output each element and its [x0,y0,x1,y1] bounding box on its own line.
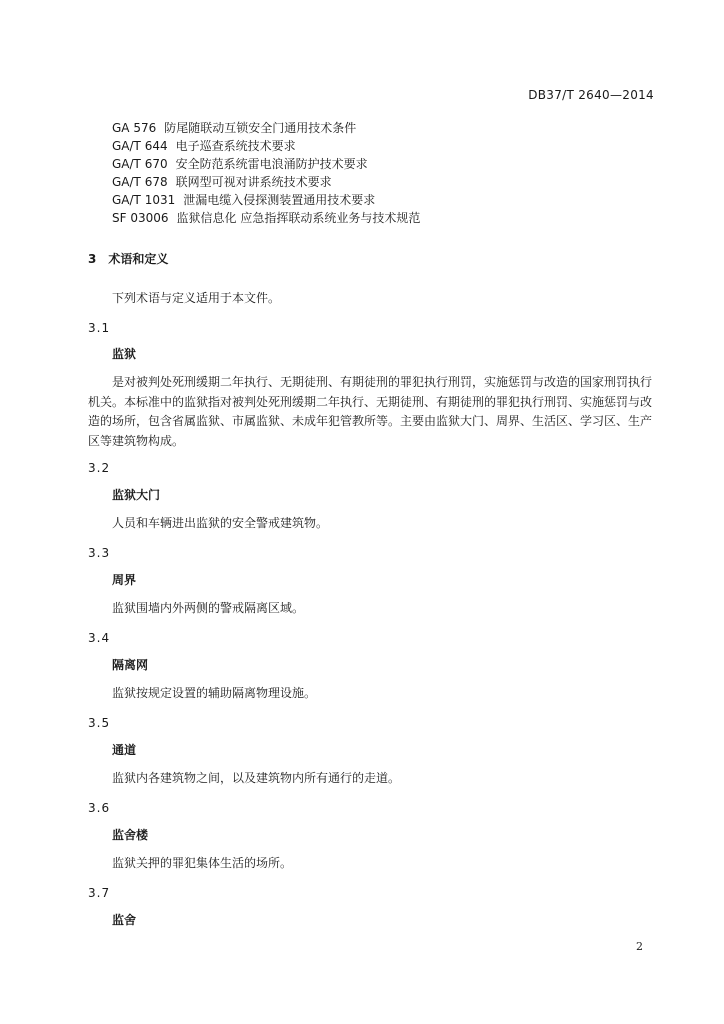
reference-title: 泄漏电缆入侵探测装置通用技术要求 [183,193,376,207]
term-name: 监舍楼 [112,828,149,842]
reference-code: SF 03006 [112,211,169,225]
term-name: 监狱 [112,347,137,361]
reference-code: GA/T 644 [112,139,168,153]
section-number: 3 [88,252,97,266]
term-definition: 是对被判处死刑缓期二年执行、无期徒刑、有期徒刑的罪犯执行刑罚，实施惩罚与改造的国家刑罚执行机关。本标准中的监狱指对被判处死刑缓期二年执行、无期徒刑、有期徒刑的罪犯执行刑罚、实施惩罚与改造的场所，包含省属监狱、市属监狱、未成年犯管教所等。主要由监狱大门、周界、生活区、学习区、生产区等建筑物构成。 [88,375,653,448]
term-name: 隔离网 [112,658,149,672]
term-definition: 监狱按规定设置的辅助隔离物理设施。 [112,686,317,700]
reference-title: 安全防范系统雷电浪涌防护技术要求 [175,157,368,171]
reference-item [112,173,420,191]
reference-item [112,137,420,155]
reference-item [112,209,420,227]
page-number: 2 [636,940,643,953]
term-definition: 监狱内各建筑物之间，以及建筑物内所有通行的走道。 [112,771,401,785]
term-number: 3.3 [88,546,111,560]
section-intro: 下列术语与定义适用于本文件。 [112,291,281,305]
reference-item [112,191,420,209]
reference-code: GA/T 1031 [112,193,176,207]
reference-code: GA/T 678 [112,175,168,189]
term-name: 监舍 [112,913,137,927]
term-number: 3.7 [88,886,111,900]
term-name: 通道 [112,743,137,757]
term-number: 3.5 [88,716,111,730]
reference-title: 电子巡查系统技术要求 [175,139,296,153]
term-number: 3.4 [88,631,111,645]
term-definition: 人员和车辆进出监狱的安全警戒建筑物。 [112,516,329,530]
term-definition: 监狱围墙内外两侧的警戒隔离区域。 [112,601,305,615]
reference-code: GA/T 670 [112,157,168,171]
term-number: 3.1 [88,321,111,335]
term-number: 3.6 [88,801,111,815]
term-number: 3.2 [88,461,111,475]
term-name: 周界 [112,573,137,587]
term-name: 监狱大门 [112,488,161,502]
reference-code: GA 576 [112,121,157,135]
section-heading [88,250,168,268]
standard-code-header: DB37/T 2640—2014 [528,88,654,102]
reference-title: 联网型可视对讲系统技术要求 [175,175,332,189]
reference-title: 监狱信息化 应急指挥联动系统业务与技术规范 [176,211,421,225]
reference-item [112,155,420,173]
term-definition: 监狱关押的罪犯集体生活的场所。 [112,856,293,870]
reference-title: 防尾随联动互锁安全门通用技术条件 [164,121,357,135]
section-title: 术语和定义 [108,252,169,266]
reference-item [112,119,420,137]
normative-references-list [112,119,420,227]
